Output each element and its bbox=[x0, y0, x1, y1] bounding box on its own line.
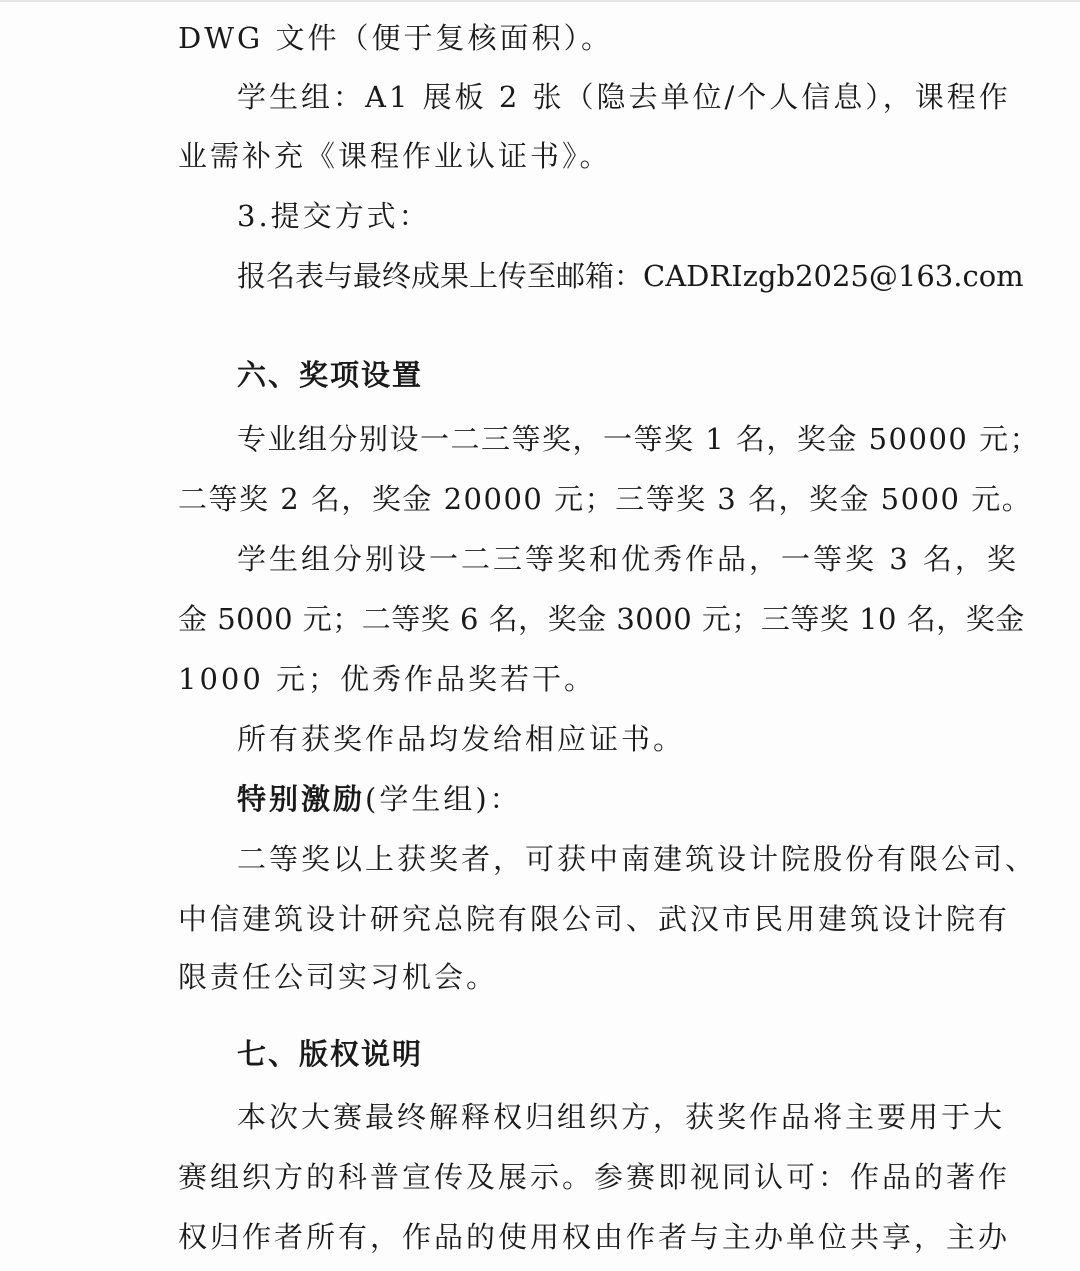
text-line: 二等奖 2 名，奖金 20000 元；三等奖 3 名，奖金 5000 元。 bbox=[178, 482, 1033, 516]
page-top-edge bbox=[0, 0, 1080, 2]
text-line: 二等奖以上获奖者，可获中南建筑设计院股份有限公司、 bbox=[237, 842, 1038, 876]
text-line: 所有获奖作品均发给相应证书。 bbox=[237, 722, 686, 756]
text-line: 3.提交方式： bbox=[237, 199, 431, 233]
special-incentive-line bbox=[237, 779, 522, 819]
text-line: 专业组分别设一二三等奖，一等奖 1 名，奖金 50000 元； bbox=[237, 422, 1041, 456]
text-line: 学生组：A1 展板 2 张（隐去单位/个人信息），课程作 bbox=[237, 80, 1011, 114]
text-line: DWG 文件（便于复核面积）。 bbox=[178, 21, 613, 55]
text-line: 学生组分别设一二三等奖和优秀作品，一等奖 3 名，奖 bbox=[237, 542, 1019, 576]
text-line: 赛组织方的科普宣传及展示。参赛即视同认可：作品的著作 bbox=[178, 1160, 1011, 1194]
text-line: 本次大赛最终解释权归组织方，获奖作品将主要用于大 bbox=[237, 1100, 1006, 1134]
special-incentive-label: 特别激励 bbox=[237, 782, 366, 816]
text-line: 权归作者所有，作品的使用权由作者与主办单位共享，主办 bbox=[178, 1220, 1011, 1254]
text-line: 中信建筑设计研究总院有限公司、武汉市民用建筑设计院有 bbox=[178, 902, 1011, 936]
text-line: 1000 元；优秀作品奖若干。 bbox=[178, 662, 597, 696]
special-incentive-scope: (学生组)： bbox=[365, 782, 522, 816]
section-heading-copyright: 七、版权说明 bbox=[237, 1037, 424, 1071]
text-line-email: 报名表与最终成果上传至邮箱：CADRIzgb2025@163.com bbox=[237, 259, 1024, 293]
text-line: 限责任公司实习机会。 bbox=[178, 960, 499, 994]
text-line: 金 5000 元；二等奖 6 名，奖金 3000 元；三等奖 10 名，奖金 bbox=[178, 602, 1025, 636]
text-line: 业需补充《课程作业认证书》。 bbox=[178, 139, 612, 173]
section-heading-awards: 六、奖项设置 bbox=[237, 358, 424, 392]
